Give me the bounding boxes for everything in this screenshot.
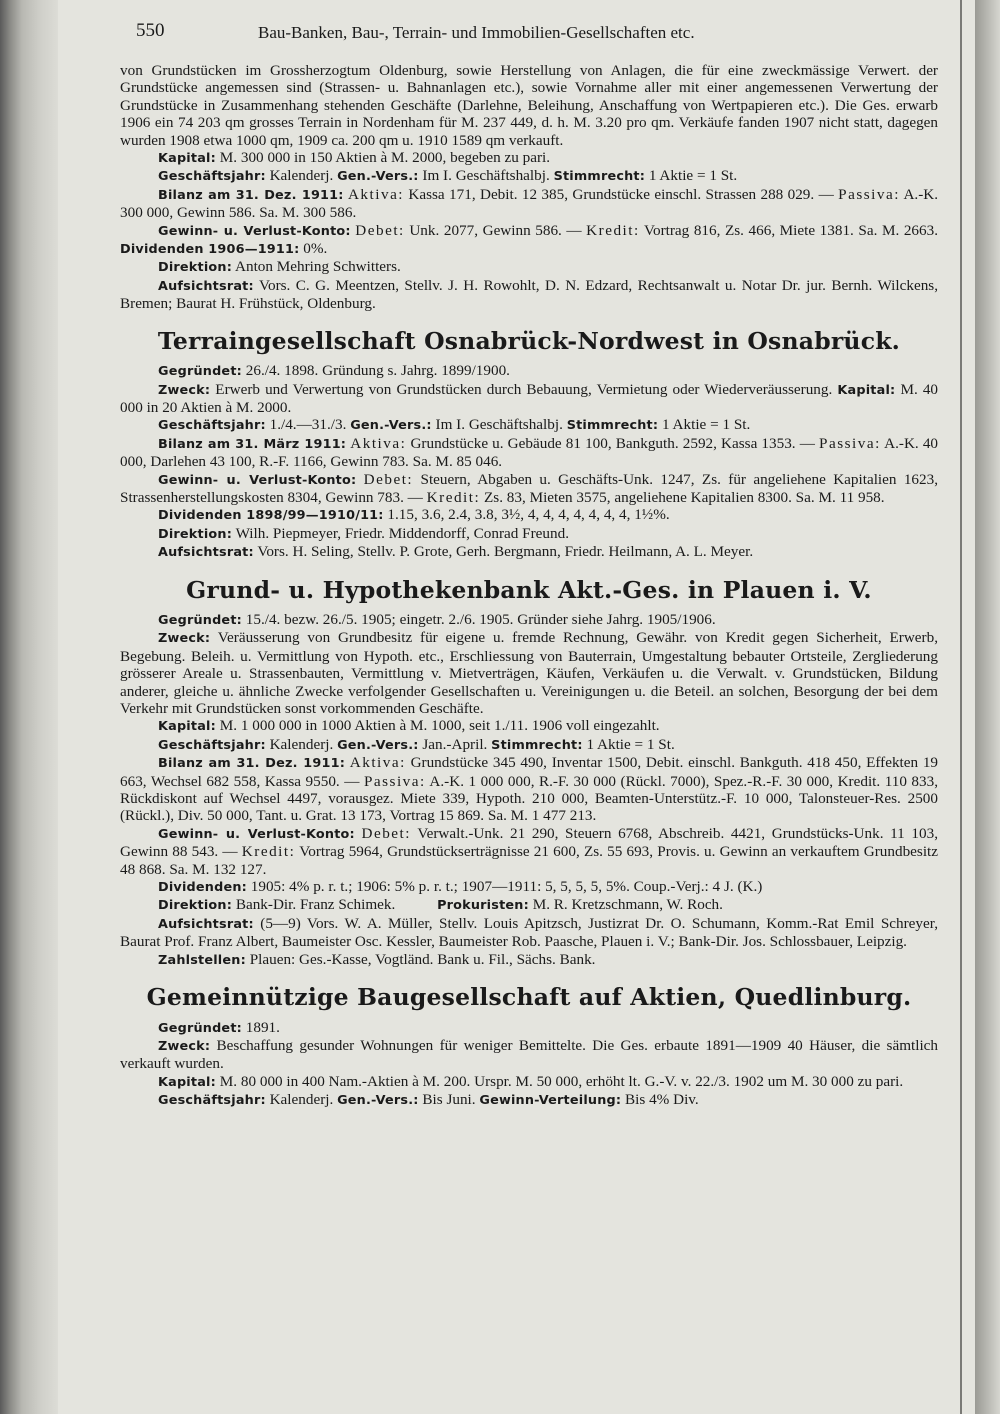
bilanz-line: Bilanz am 31. Dez. 1911: Aktiva: Kassa 171, Debit. 12 385, Grundstücke einschl. Strassen 288 029. — Passiva: A.-K. 300 000, Gewinn 586. Sa. M. 300 586. (120, 185, 939, 222)
gegruendet-line: Gegründet: 1891. (158, 1018, 280, 1036)
guv-line: Gewinn- u. Verlust-Konto: Debet: Verwalt.-Unk. 21 290, Steuern 6768, Abschreib. 4421, Grundstücks-Unk. 11 103, Gewinn 88 543. — Kredit: Vortrag 5964, Grundstückserträgnisse 21 600, Zs. 55 693, Provis. u. Gewinn an verkauftem Grundbesitz 48 868. Sa. M. 132 127. (120, 824, 938, 878)
intro-text: von Grundstücken im Grossherzogtum Oldenburg, sowie Herstellung von Anlagen, die für eine zweckmässige Verwert. der Grundstücke angemessen sind (Strassen- u. Bahnanlagen etc.), sowie Vornahme aller mit einer angemessenen Verwertung der Grundstücke in Zusammenhang stehenden Geschäfte (Darlehne, Beleihung, Anschaffung von Wertpapieren etc.). Die Ges. erwarb 1906 ein 74 203 qm grosses Terrain in Nordenham für M. 237 449, d. h. M. 3.20 pro qm. Verkäufe fanden 1907 nicht statt, dagegen wurden 1908 etwa 1000 qm, 1909 ca. 200 qm u. 1910 1589 qm verkauft. (120, 62, 938, 149)
geschaeftsjahr-line: Geschäftsjahr: Kalenderj. Gen.-Vers.: Jan.-April. Stimmrecht: 1 Aktie = 1 St. (158, 735, 675, 753)
dividenden-line: Dividenden 1898/99—1910/11: 1.15, 3.6, 2.4, 3.8, 3½, 4, 4, 4, 4, 4, 4, 4, 1½%. (158, 506, 670, 524)
company-title: Terraingesellschaft Osnabrück-Nordwest in Osnabrück. (157, 326, 901, 355)
zahlstellen-line: Zahlstellen: Plauen: Ges.-Kasse, Vogtländ. Bank u. Fil., Sächs. Bank. (158, 950, 596, 968)
guv-line: Gewinn- u. Verlust-Konto: Debet: Unk. 2077, Gewinn 586. — Kredit: Vortrag 816, Zs. 466, Miete 1381. Sa. M. 2663. Dividenden 1906—1911: 0%. (120, 221, 939, 258)
book-binding-shadow (0, 0, 58, 1414)
geschaeftsjahr-line: Geschäftsjahr: Kalenderj. Gen.-Vers.: Bis Juni. Gewinn-Verteilung: Bis 4% Div. (158, 1091, 699, 1109)
gegruendet-line: Gegründet: 15./4. bezw. 26./5. 1905; eingetr. 2./6. 1905. Gründer siehe Jahrg. 1905/1906. (158, 610, 716, 628)
zweck-line: Zweck: Veräusserung von Grundbesitz für eigene u. fremde Rechnung, Gewähr. von Kredit gegen Sicherheit, Erwerb, Begebung. Beleih. u. Vermittlung von Hypoth. etc., Erschliessung von Bauterrain, Umgestaltung bebauter Ortsteile, Zergliederung grösserer Areale u. Strassenbauten, Vermittlung v. Mietverträgen, Käufen, Verkäufen u. die Verwalt. v. Grundstücken, Bildung anderer, gleiche u. ähnliche Zwecke verfolgender Gesellschaften u. Vereinigungen u. die Beteil. an solchen, Besorgung der bei dem Verkehr mit Grundstücken sonst vorkommenden Geschäfte. (120, 629, 938, 717)
kapital-line: Kapital: M. 80 000 in 400 Nam.-Aktien à M. 200. Urspr. M. 50 000, erhöht lt. G.-V. v. 22./3. 1902 um M. 30 000 zu pari. (158, 1072, 904, 1090)
direktion-line: Direktion: Anton Mehring Schwitters. (158, 258, 401, 276)
bilanz-line: Bilanz am 31. Dez. 1911: Aktiva: Grundstücke 345 490, Inventar 1500, Debit. einschl. Bankguth. 418 450, Effekten 19 663, Wechsel 682 558, Kassa 9550. — Passiva: A.-K. 1 000 000, R.-F. 30 000 (Rückl. 7000), Spez.-R.-F. 30 000, Kredit. 110 833, Rückdiskont auf Wechsel 4497, vorausgez. Miete 339, Hypoth. 210 000, Beamten-Unterstütz.-F. 10 000, Talonsteuer-Res. 2500 (Rückl.), Div. 50 000, Tant. u. Grat. 13 173, Vortrag 15 869. Sa. M. 1 477 213. (120, 754, 939, 825)
zweck-line: Zweck: Erwerb und Verwertung von Grundstücken durch Bebauung, Vermietung oder Wiederveräusserung. Kapital: M. 40 000 in 20 Aktien à M. 2000. (120, 380, 939, 416)
kapital-line: Kapital: M. 300 000 in 150 Aktien à M. 2000, begeben zu pari. (158, 149, 551, 167)
running-title: Bau-Banken, Bau-, Terrain- und Immobilien-Gesellschaften etc. (258, 23, 695, 42)
guv-line: Gewinn- u. Verlust-Konto: Debet: Steuern, Abgaben u. Geschäfts-Unk. 1247, Zs. für angeliehene Kapitalien 1623, Strassenherstellungskosten 8304, Gewinn 783. — Kredit: Zs. 83, Mieten 3575, angeliehene Kapitalien 8300. Sa. M. 11 958. (120, 470, 938, 506)
direktion-line: Direktion: Bank-Dir. Franz Schimek. Prokuristen: M. R. Kretzschmann, W. Roch. (158, 896, 723, 914)
geschaeftsjahr-line: Geschäftsjahr: 1./4.—31./3. Gen.-Vers.: Im I. Geschäftshalbj. Stimmrecht: 1 Aktie = 1 St. (158, 416, 751, 434)
kapital-line: Kapital: M. 1 000 000 in 1000 Aktien à M. 1000, seit 1./11. 1906 voll eingezahlt. (158, 717, 660, 735)
entry-quedlinburg (120, 983, 938, 1109)
zweck-line: Zweck: Beschaffung gesunder Wohnungen für weniger Bemittelte. Die Ges. erbaute 1891—1909 40 Häuser, die sämtlich verkauft wurden. (120, 1036, 938, 1073)
gegruendet-line: Gegründet: 26./4. 1898. Gründung s. Jahrg. 1899/1900. (158, 362, 510, 380)
aufsichtsrat-line: Aufsichtsrat: Vors. H. Seling, Stellv. P. Grote, Gerh. Bergmann, Friedr. Heilmann, A. L. Meyer. (158, 543, 754, 561)
company-title: Gemeinnützige Baugesellschaft auf Aktien, Quedlinburg. (146, 983, 912, 1012)
aufsichtsrat-line: Aufsichtsrat: (5—9) Vors. W. A. Müller, Stellv. Louis Apitzsch, Justizrat Dr. O. Schumann, Komm.-Rat Emil Schreyer, Baurat Prof. Franz Albert, Baumeister Osc. Kessler, Baumeister Rob. Paasche, Plauen i. V.; Bank-Dir. Jos. Schlossbauer, Leipzig. (120, 914, 939, 951)
entry-osnabrueck (120, 326, 939, 562)
entry-plauen (120, 575, 939, 970)
entry-oldenburg (120, 62, 938, 313)
next-page-edge (975, 0, 1000, 1414)
geschaeftsjahr-line: Geschäftsjahr: Kalenderj. Gen.-Vers.: Im I. Geschäftshalbj. Stimmrecht: 1 Aktie = 1 St. (158, 167, 738, 185)
page-edge-line (960, 0, 962, 1414)
page-number: 550 (136, 20, 165, 41)
aufsichtsrat-line: Aufsichtsrat: Vors. C. G. Meentzen, Stellv. J. H. Rowohlt, D. N. Edzard, Rechtsanwalt u. Notar Dr. jur. Bernh. Wilckens, Bremen; Baurat H. Frühstück, Oldenburg. (120, 276, 938, 313)
direktion-line: Direktion: Wilh. Piepmeyer, Friedr. Middendorff, Conrad Freund. (158, 524, 569, 542)
company-title: Grund- u. Hypothekenbank Akt.-Ges. in Plauen i. V. (186, 575, 872, 604)
page-content (120, 22, 938, 1110)
bilanz-line: Bilanz am 31. März 1911: Aktiva: Grundstücke u. Gebäude 81 100, Bankguth. 2592, Kassa 1353. — Passiva: A.-K. 40 000, Darlehen 43 100, R.-F. 1166, Gewinn 783. Sa. M. 85 046. (120, 434, 939, 471)
running-head (120, 22, 938, 46)
dividenden-line: Dividenden: 1905: 4% p. r. t.; 1906: 5% p. r. t.; 1907—1911: 5, 5, 5, 5, 5%. Coup.-Verj.: 4 J. (K.) (158, 878, 763, 896)
